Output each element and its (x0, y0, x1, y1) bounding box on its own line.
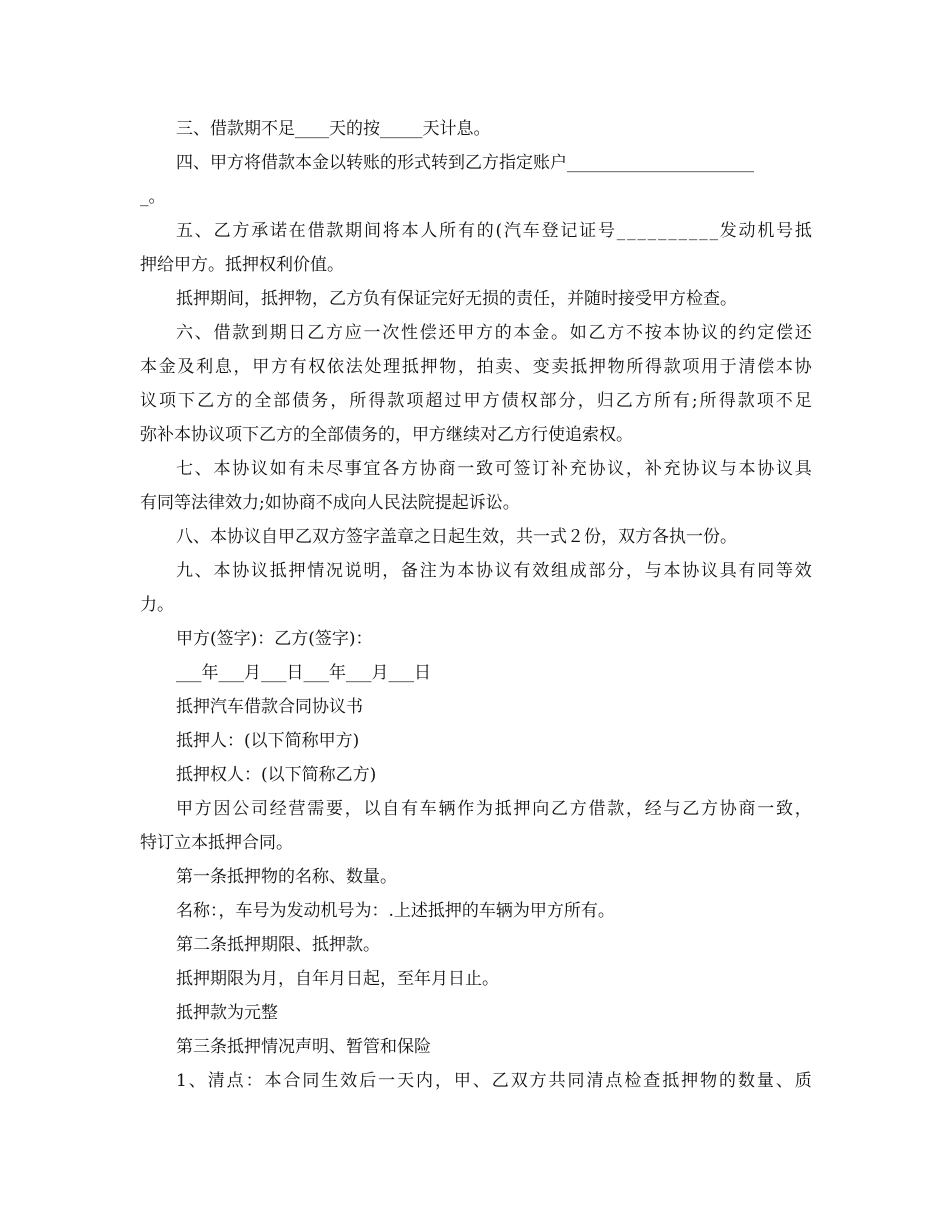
paragraph-line: _。 (140, 187, 166, 207)
paragraph-line: 议 项 下 乙 方 的 全 部 债 务 ， 所 得 款 项 超 过 甲 方 债 权 部 分 ， 归 乙 方 所 有 ; 所 得 款 项 不 足 (140, 391, 812, 411)
paragraph-line: 本 金 及 利 息 ， 甲 方 有 权 依 法 处 理 抵 押 物 ， 拍 卖 、 变 卖 抵 押 物 所 得 款 项 用 于 清 偿 本 协 (140, 357, 812, 377)
paragraph-line: 四、甲方将借款本金以转账的形式转到乙方指定账户______________________ (176, 153, 754, 173)
paragraph-line: 六 、 借 款 到 期 日 乙 方 应 一 次 性 偿 还 甲 方 的 本 金 。 如 乙 方 不 按 本 协 议 的 约 定 偿 还 (176, 323, 812, 343)
paragraph-line: 九 、 本 协 议 抵 押 情 况 说 明 ， 备 注 为 本 协 议 有 效 组 成 部 分 ， 与 本 协 议 具 有 同 等 效 (176, 561, 812, 581)
paragraph-line: 第一条抵押物的名称、数量。 (176, 867, 397, 887)
paragraph-line: 名称：，车号为发动机号为：.上述抵押的车辆为甲方所有。 (176, 901, 615, 921)
paragraph-line: 押给甲方。抵押权利价值。 (140, 255, 344, 275)
paragraph-line: 抵押期间，抵押物，乙方负有保证完好无损的责任，并随时接受甲方检查。 (176, 289, 737, 309)
paragraph-line: 五 、 乙 方 承 诺 在 借 款 期 间 将 本 人 所 有 的 ( 汽 车 登 记 证 号 _ _ _ _ _ _ _ _ _ _ 发 动 机 号 抵 (176, 221, 812, 241)
paragraph-line: ___年___月___日___年___月___日 (176, 663, 431, 683)
paragraph-line: 八、本协议自甲乙双方签字盖章之日起生效，共一式２份，双方各执一份。 (176, 527, 737, 547)
paragraph-line: 第三条抵押情况声明、暂管和保险 (176, 1037, 431, 1057)
paragraph-line: 甲 方 因 公 司 经 营 需 要 ， 以 自 有 车 辆 作 为 抵 押 向 乙 方 借 款 ， 经 与 乙 方 协 商 一 致 ， (176, 799, 812, 819)
paragraph-line: 三、借款期不足____天的按_____天计息。 (176, 119, 491, 139)
paragraph-line: 有同等法律效力;如协商不成向人民法院提起诉讼。 (140, 493, 520, 513)
paragraph-line: 抵押人：(以下简称甲方) (176, 731, 360, 751)
paragraph-line: 七 、 本 协 议 如 有 未 尽 事 宜 各 方 协 商 一 致 可 签 订 补 充 协 议 ， 补 充 协 议 与 本 协 议 具 (176, 459, 812, 479)
paragraph-line: 第二条抵押期限、抵押款。 (176, 935, 380, 955)
paragraph-line: 力。 (140, 595, 174, 615)
paragraph-line: 1 、 清 点 ： 本 合 同 生 效 后 一 天 内 ， 甲 、 乙 双 方 共 同 清 点 检 查 抵 押 物 的 数 量 、 质 (176, 1071, 812, 1091)
paragraph-line: 弥补本协议项下乙方的全部债务的，甲方继续对乙方行使追索权。 (140, 425, 633, 445)
paragraph-line: 甲方(签字)：乙方(签字)： (176, 629, 373, 649)
paragraph-line: 抵押权人：(以下简称乙方) (176, 765, 377, 785)
paragraph-line: 抵押款为元整 (176, 1003, 278, 1023)
paragraph-line: 特订立本抵押合同。 (140, 833, 293, 853)
paragraph-line: 抵押汽车借款合同协议书 (176, 697, 363, 717)
document-page (140, 112, 812, 1098)
paragraph-line: 抵押期限为月，自年月日起，至年月日止。 (176, 969, 499, 989)
